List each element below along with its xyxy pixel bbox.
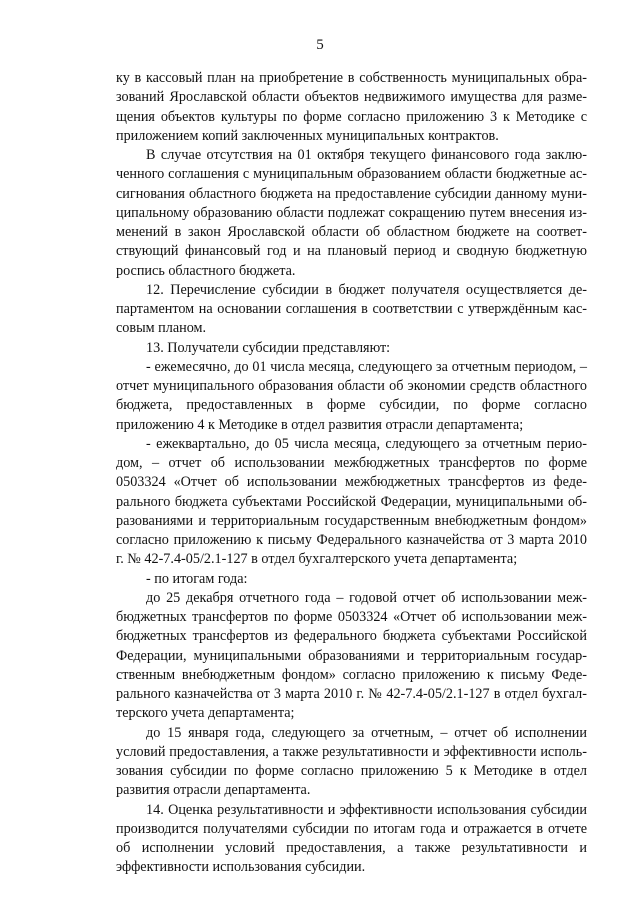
list-item-quarterly: - ежеквартально, до 05 числа месяца, следующего за отчетным периодом, – отчет об использовании межбюджетных трансфертов по форме 0503324 «Отчет об использовании межбюджетных трансфертов из федерального бюджета субъектами Российской Федерации, муниципальными образованиями и территориальным государственным внебюджетным фондом» согласно приложению к письму Федерального казначейства от 3 марта 2010 г. № 42-7.4-05/2.1-127 в отдел бухгалтерского учета департамента;: [116, 435, 587, 568]
paragraph-14: 14. Оценка результативности и эффективности использования субсидии производится получателями субсидии по итогам года и отражается в отчете об исполнении условий предоставления, а также результативности и эффективности использования субсидии.: [116, 801, 587, 876]
paragraph-13: 13. Получатели субсидии представляют:: [146, 339, 391, 356]
paragraph-absence-of-agreement: В случае отсутствия на 01 октября текущего финансового года заключенного соглашения с муниципальным образованием области бюджетные ассигнования областного бюджета на предоставление субсидии данному муниципальному образованию области подлежат сокращению путем внесения изменений в закон Ярославской области об областном бюджете на соответствующий финансовый год и на плановый период и сводную бюджетную роспись областного бюджета.: [116, 147, 587, 279]
list-item-monthly: - ежемесячно, до 01 числа месяца, следующего за отчетным периодом, – отчет муниципального образования области об экономии средств областного бюджета, предоставленных в форме субсидии, по форме согласно приложению 4 к Методике в отдел развития отрасли департамента;: [116, 358, 587, 433]
paragraph-annual-report-dec25: до 25 декабря отчетного года – годовой отчет об использовании межбюджетных трансфертов по форме 0503324 «Отчет об использовании межбюджетных трансфертов из федерального бюджета субъектами Российской Федерации, муниципальными образованиями и территориальным государственным внебюджетным фондом» согласно приложению к письму Федерального казначейства от 3 марта 2010 г. № 42-7.4-05/2.1-127 в отдел бухгалтерского учета департамента;: [116, 589, 587, 722]
page-number: 5: [316, 37, 324, 53]
paragraph-annual-report-jan15: до 15 января года, следующего за отчетным, – отчет об исполнении условий предоставления, а также результативности и эффективности использования субсидии по форме согласно приложению 5 к Методике в отдел развития отрасли департамента.: [116, 724, 587, 799]
paragraph-12: 12. Перечисление субсидии в бюджет получателя осуществляется департаментом на основании соглашения в соответствии с утверждённым кассовым планом.: [116, 281, 587, 337]
paragraph-continuation: ку в кассовый план на приобретение в собственность муниципальных образований Ярославской области объектов недвижимого имущества для размещения объектов культуры по форме согласно приложению 3 к Методике с приложением копий заключенных муниципальных контрактов.: [116, 70, 587, 144]
list-item-annual: - по итогам года:: [146, 570, 248, 587]
document-body: [116, 69, 587, 878]
